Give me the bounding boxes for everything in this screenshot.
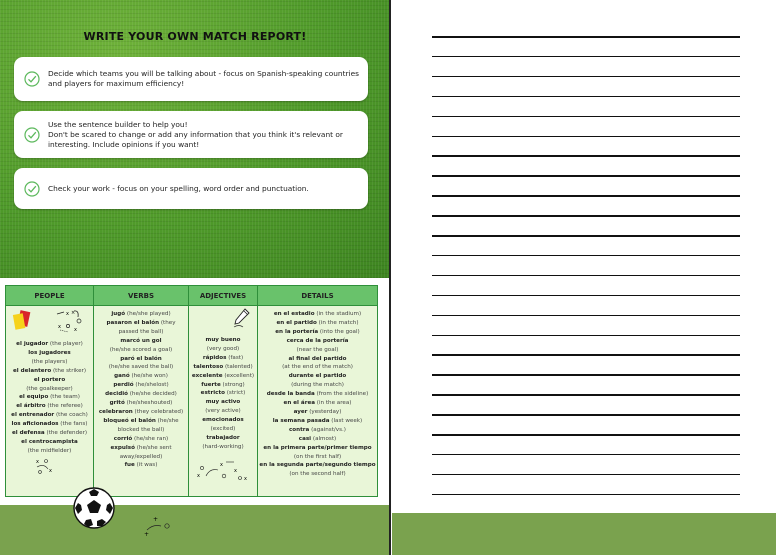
english-translation: (at the end of the match) bbox=[282, 364, 353, 371]
writing-line[interactable] bbox=[432, 414, 740, 416]
adjectives-entry bbox=[189, 398, 257, 407]
english-translation: (yesterday) bbox=[307, 408, 342, 415]
english-translation: blocked the ball) bbox=[117, 426, 165, 433]
spanish-term: cerca de la portería bbox=[286, 337, 349, 344]
header-adjectives: ADJECTIVES bbox=[189, 286, 258, 306]
grass-band bbox=[392, 513, 776, 555]
spanish-term: el entrenador bbox=[11, 412, 55, 419]
header-verbs: VERBS bbox=[94, 286, 189, 306]
svg-text:x: x bbox=[234, 467, 237, 474]
verbs-entry bbox=[94, 355, 188, 364]
adjectives-entry bbox=[189, 434, 257, 443]
verbs-entry bbox=[94, 399, 188, 408]
spanish-term: casi bbox=[298, 435, 312, 442]
spanish-term: corrió bbox=[113, 435, 133, 442]
spanish-term: los aficionados bbox=[11, 421, 59, 428]
english-translation: (hard-working) bbox=[202, 443, 244, 450]
svg-text:x: x bbox=[36, 458, 39, 465]
english-translation: (he/shelost) bbox=[133, 382, 169, 389]
tactics-diagram-icon bbox=[54, 308, 86, 334]
spanish-term: decidió bbox=[105, 391, 128, 398]
people-entry bbox=[6, 411, 93, 420]
adjectives-entry bbox=[189, 443, 257, 452]
writing-line[interactable] bbox=[432, 295, 740, 297]
page-title: WRITE YOUR OWN MATCH REPORT! bbox=[83, 30, 307, 43]
instruction-text: Decide which teams you will be talking about - focus on Spanish-speaking countries and players for maximum efficiency! bbox=[48, 69, 359, 88]
instruction-card-2 bbox=[14, 111, 368, 158]
spanish-term: en la segunda parte/segundo tiempo bbox=[259, 462, 376, 469]
english-translation: (the midfielder) bbox=[27, 447, 72, 454]
svg-text:x: x bbox=[244, 475, 247, 482]
writing-line[interactable] bbox=[432, 76, 740, 78]
writing-line[interactable] bbox=[432, 255, 740, 257]
english-translation: (he/she won) bbox=[129, 373, 168, 380]
spanish-term: la semana pasada bbox=[272, 417, 330, 424]
english-translation: away/expelled) bbox=[119, 453, 163, 460]
spanish-term: jugó bbox=[111, 311, 126, 317]
spanish-term: fuerte bbox=[201, 381, 221, 388]
writing-line[interactable] bbox=[432, 335, 740, 337]
svg-text:x: x bbox=[74, 327, 77, 333]
english-translation: (the players) bbox=[31, 358, 68, 365]
english-translation: (the striker) bbox=[51, 367, 87, 374]
adjectives-list bbox=[189, 332, 257, 452]
spanish-term: ayer bbox=[293, 408, 308, 415]
people-entry bbox=[6, 385, 93, 394]
instruction-card-3 bbox=[14, 168, 368, 209]
grass-band bbox=[0, 505, 390, 555]
details-entry bbox=[258, 453, 377, 462]
verbs-entry bbox=[94, 381, 188, 390]
adjectives-entry bbox=[189, 354, 257, 363]
english-translation: (they bbox=[159, 319, 176, 326]
english-translation: (he/she played) bbox=[125, 311, 171, 317]
people-entry bbox=[6, 349, 93, 358]
details-entry bbox=[258, 372, 377, 381]
grass-background bbox=[0, 0, 390, 278]
adjectives-entry bbox=[189, 425, 257, 434]
adjectives-entry bbox=[189, 336, 257, 345]
english-translation: (he/she saved the ball) bbox=[108, 364, 174, 371]
football-icon bbox=[72, 486, 116, 530]
writing-line[interactable] bbox=[432, 36, 740, 38]
english-translation: (excited) bbox=[210, 426, 236, 433]
people-entry bbox=[6, 420, 93, 429]
writing-line[interactable] bbox=[432, 315, 740, 317]
english-translation: (in the match) bbox=[316, 319, 359, 326]
verbs-entry bbox=[94, 426, 188, 435]
spanish-term: perdió bbox=[113, 382, 134, 389]
spanish-term: emocionados bbox=[202, 417, 244, 424]
english-translation: (he/she scored a goal) bbox=[109, 346, 173, 353]
english-translation: (the defender) bbox=[44, 430, 88, 437]
tactics-diagram-icon bbox=[194, 458, 252, 484]
details-entry bbox=[258, 444, 377, 453]
spanish-term: ganó bbox=[114, 373, 130, 380]
people-entry bbox=[6, 367, 93, 376]
adjectives-entry bbox=[189, 416, 257, 425]
adjectives-entry bbox=[189, 372, 257, 381]
details-entry bbox=[258, 435, 377, 444]
details-entry bbox=[258, 408, 377, 417]
english-translation: (the team) bbox=[48, 394, 80, 401]
english-translation: (the coach) bbox=[54, 412, 88, 419]
adjectives-entry bbox=[189, 381, 257, 390]
details-entry bbox=[258, 390, 377, 399]
svg-text:x: x bbox=[197, 472, 200, 479]
writing-line[interactable] bbox=[432, 434, 740, 436]
verbs-entry bbox=[94, 328, 188, 337]
spanish-term: el defensa bbox=[11, 430, 45, 437]
details-entry bbox=[258, 346, 377, 355]
spanish-term: celebraron bbox=[98, 408, 133, 415]
tactics-diagram-icon bbox=[34, 457, 56, 475]
details-entry bbox=[258, 319, 377, 328]
english-translation: (the fans) bbox=[58, 421, 88, 428]
header-details: DETAILS bbox=[258, 286, 378, 306]
people-entry bbox=[6, 402, 93, 411]
writing-line[interactable] bbox=[432, 136, 740, 138]
verbs-entry bbox=[94, 363, 188, 372]
spanish-term: bloqueó el balón bbox=[103, 417, 156, 424]
writing-line[interactable] bbox=[432, 215, 740, 217]
spanish-term: desde la banda bbox=[266, 391, 315, 398]
spanish-term: fue bbox=[124, 462, 135, 469]
verbs-entry bbox=[94, 435, 188, 444]
writing-line[interactable] bbox=[432, 155, 740, 157]
header-people: PEOPLE bbox=[6, 286, 94, 306]
spanish-term: el delantero bbox=[12, 367, 52, 374]
english-translation: (he/she decided) bbox=[127, 391, 177, 398]
writing-line[interactable] bbox=[432, 454, 740, 456]
details-entry bbox=[258, 355, 377, 364]
details-list bbox=[258, 306, 377, 479]
instruction-card-1 bbox=[14, 57, 368, 101]
english-translation: (in the area) bbox=[315, 400, 352, 407]
details-entry bbox=[258, 399, 377, 408]
spanish-term: el jugador bbox=[16, 341, 49, 347]
people-list bbox=[6, 336, 93, 456]
english-translation: (talented) bbox=[223, 363, 253, 370]
english-translation: (into the goal) bbox=[318, 328, 360, 335]
verbs-entry bbox=[94, 372, 188, 381]
people-cell bbox=[6, 306, 94, 497]
details-entry bbox=[258, 337, 377, 346]
english-translation: (he/she sent bbox=[134, 444, 172, 451]
writing-page bbox=[392, 0, 776, 555]
details-entry bbox=[258, 470, 377, 479]
svg-text:×: × bbox=[71, 310, 76, 316]
spanish-term: en el partido bbox=[276, 319, 317, 326]
spanish-term: en el área bbox=[283, 400, 316, 407]
writing-line[interactable] bbox=[432, 394, 740, 396]
english-translation: (almost) bbox=[311, 435, 337, 442]
check-circle-icon bbox=[24, 181, 40, 197]
spanish-term: el equipo bbox=[19, 394, 49, 401]
verbs-entry bbox=[94, 346, 188, 355]
writing-line[interactable] bbox=[432, 474, 740, 476]
sentence-builder-table bbox=[5, 285, 378, 497]
english-translation: (they celebrated) bbox=[132, 408, 184, 415]
spanish-term: el portero bbox=[33, 376, 66, 383]
people-entry bbox=[6, 340, 93, 349]
adjectives-entry bbox=[189, 389, 257, 398]
verbs-entry bbox=[94, 417, 188, 426]
spanish-term: estricto bbox=[200, 390, 225, 397]
english-translation: (the goalkeeper) bbox=[26, 385, 73, 392]
english-translation: (on the second half) bbox=[289, 471, 346, 478]
writing-line[interactable] bbox=[432, 235, 740, 237]
english-translation: (last week) bbox=[329, 417, 363, 424]
people-entry bbox=[6, 429, 93, 438]
spanish-term: el centrocampista bbox=[21, 438, 78, 445]
english-translation: (very good) bbox=[206, 345, 240, 352]
svg-text:x: x bbox=[49, 467, 52, 474]
details-entry bbox=[258, 461, 377, 470]
details-entry bbox=[258, 417, 377, 426]
spanish-term: trabajador bbox=[206, 434, 240, 441]
english-translation: (during the match) bbox=[291, 382, 344, 389]
spanish-term: al final del partido bbox=[288, 355, 347, 362]
verbs-entry bbox=[94, 444, 188, 453]
svg-text:x: x bbox=[58, 324, 61, 330]
spanish-term: excelente bbox=[191, 372, 223, 379]
verbs-cell bbox=[94, 306, 189, 497]
verbs-entry bbox=[94, 453, 188, 462]
english-translation: (from the sideline) bbox=[314, 391, 369, 398]
people-entry bbox=[6, 438, 93, 447]
spanish-term: los jugadores bbox=[28, 349, 71, 356]
svg-text:x: x bbox=[220, 461, 223, 468]
english-translation: (in the stadium) bbox=[314, 311, 362, 317]
adjectives-entry bbox=[189, 345, 257, 354]
writing-line[interactable] bbox=[432, 195, 740, 197]
english-translation: (the player) bbox=[48, 341, 83, 347]
details-entry bbox=[258, 363, 377, 372]
english-translation: (against/vs.) bbox=[309, 426, 346, 433]
english-translation: (excellent) bbox=[222, 372, 255, 379]
writing-line[interactable] bbox=[432, 354, 740, 356]
spanish-term: gritó bbox=[109, 400, 125, 407]
pencil-icon bbox=[233, 308, 251, 328]
spanish-term: muy bueno bbox=[205, 337, 241, 343]
english-translation: (on the first half) bbox=[293, 453, 342, 460]
english-translation: (fast) bbox=[226, 354, 244, 361]
writing-line[interactable] bbox=[432, 494, 740, 496]
writing-line[interactable] bbox=[432, 175, 740, 177]
writing-line[interactable] bbox=[432, 116, 740, 118]
spanish-term: en la primera parte/primer tiempo bbox=[263, 444, 372, 451]
writing-line[interactable] bbox=[432, 374, 740, 376]
spanish-term: el árbitro bbox=[16, 403, 46, 410]
english-translation: (it was) bbox=[134, 462, 158, 469]
people-entry bbox=[6, 447, 93, 456]
spanish-term: contra bbox=[288, 426, 310, 433]
check-circle-icon bbox=[24, 71, 40, 87]
english-translation: (he/she ran) bbox=[132, 435, 169, 442]
instruction-text: Use the sentence builder to help you! Don't be scared to change or add any information that you think it's relevant or interesting. Include opinions if you want! bbox=[48, 119, 343, 149]
english-translation: (strict) bbox=[224, 390, 246, 397]
adjectives-cell bbox=[189, 306, 258, 497]
verbs-entry bbox=[94, 337, 188, 346]
verbs-entry bbox=[94, 461, 188, 470]
spanish-term: durante el partido bbox=[288, 373, 347, 380]
spanish-term: en la portería bbox=[275, 328, 319, 335]
english-translation: (strong) bbox=[220, 381, 245, 388]
details-entry bbox=[258, 328, 377, 337]
writing-line[interactable] bbox=[432, 56, 740, 58]
english-translation: (he/sheshouted) bbox=[124, 400, 173, 407]
details-cell bbox=[258, 306, 378, 497]
english-translation: (he/she bbox=[155, 417, 179, 424]
page-divider bbox=[389, 0, 391, 555]
english-translation: passed the ball) bbox=[118, 328, 164, 335]
svg-text:+: + bbox=[153, 516, 159, 523]
details-entry bbox=[258, 426, 377, 435]
people-entry bbox=[6, 358, 93, 367]
adjectives-entry bbox=[189, 407, 257, 416]
spanish-term: rápidos bbox=[202, 354, 227, 361]
tactics-diagram-icon bbox=[143, 514, 173, 538]
spanish-term: talentoso bbox=[193, 363, 224, 370]
verbs-entry bbox=[94, 319, 188, 328]
people-entry bbox=[6, 393, 93, 402]
instruction-text: Check your work - focus on your spelling, word order and punctuation. bbox=[48, 183, 309, 193]
english-translation: (very active) bbox=[205, 408, 241, 415]
svg-text:+: + bbox=[144, 531, 150, 538]
english-translation: (near the goal) bbox=[296, 346, 339, 353]
check-circle-icon bbox=[24, 127, 40, 143]
writing-line[interactable] bbox=[432, 275, 740, 277]
verbs-entry bbox=[94, 408, 188, 417]
spanish-term: en el estadio bbox=[273, 311, 315, 317]
verbs-entry bbox=[94, 390, 188, 399]
adjectives-entry bbox=[189, 363, 257, 372]
details-entry bbox=[258, 310, 377, 319]
details-entry bbox=[258, 381, 377, 390]
spanish-term: pasaron el balón bbox=[106, 319, 160, 326]
english-translation: (the referee) bbox=[45, 403, 83, 410]
spanish-term: marcó un gol bbox=[120, 337, 162, 344]
people-entry bbox=[6, 376, 93, 385]
spanish-term: muy activo bbox=[205, 399, 241, 406]
svg-text:x: x bbox=[66, 311, 69, 317]
verbs-entry bbox=[94, 310, 188, 319]
spanish-term: paró el balón bbox=[120, 355, 162, 362]
spanish-term: expulsó bbox=[110, 444, 135, 451]
verbs-list bbox=[94, 306, 188, 470]
red-card-icon bbox=[12, 309, 32, 331]
writing-line[interactable] bbox=[432, 96, 740, 98]
